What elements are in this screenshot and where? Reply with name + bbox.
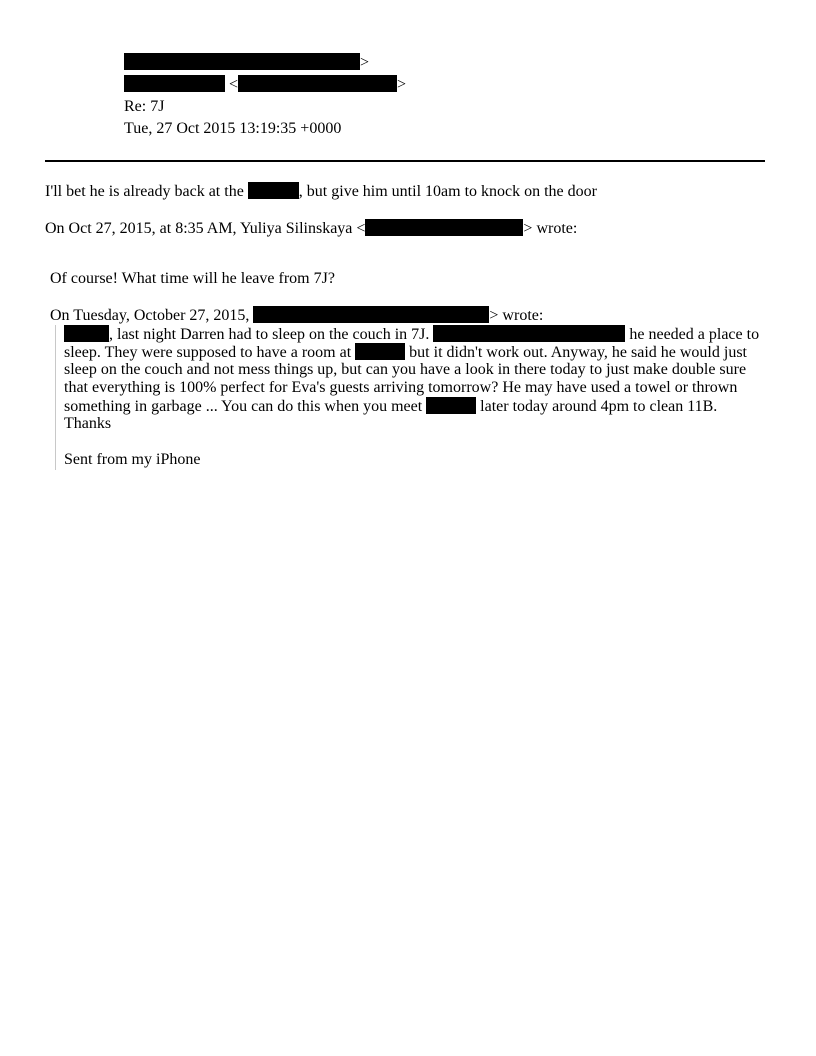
quote-line-5 xyxy=(64,397,717,416)
quote-bar xyxy=(55,325,56,470)
redaction-box xyxy=(124,53,360,70)
redaction-box xyxy=(124,75,225,92)
to-open-bracket: < xyxy=(229,76,239,93)
date-value: Tue, 27 Oct 2015 13:19:35 +0000 xyxy=(124,120,342,137)
attribution-text: On Tuesday, October 27, 2015, xyxy=(50,307,250,324)
attribution-1 xyxy=(45,219,577,238)
quote-line-3: sleep on the couch and not mess things up, but can you have a look in there today to just make double sure xyxy=(64,361,747,378)
redaction-box xyxy=(238,75,397,92)
redaction-box xyxy=(426,397,476,414)
quote-line-2 xyxy=(64,343,747,362)
redaction-box xyxy=(365,219,523,236)
quote-line-6: Thanks xyxy=(64,415,112,432)
quote-text: later today around 4pm to clean 11B. xyxy=(480,398,718,415)
redaction-box xyxy=(64,325,109,342)
body-text: I'll bet he is already back at the xyxy=(45,183,244,200)
attribution-text: > wrote: xyxy=(489,307,544,324)
to-value xyxy=(124,74,406,96)
attribution-text: > wrote: xyxy=(523,220,578,237)
attribution-2 xyxy=(50,306,543,325)
quote-text: , last night Darren had to sleep on the couch in 7J. xyxy=(109,326,430,343)
from-value xyxy=(124,52,369,74)
quote-line-4: that everything is 100% perfect for Eva's guests arriving tomorrow? He may have used a towel or thrown xyxy=(64,379,738,396)
redaction-box xyxy=(248,182,299,199)
quote-text: but it didn't work out. Anyway, he said he would just xyxy=(409,344,747,361)
body-line-1 xyxy=(45,182,597,201)
signature: Sent from my iPhone xyxy=(64,451,201,468)
body-text: , but give him until 10am to knock on the door xyxy=(298,183,597,200)
redaction-box xyxy=(433,325,625,342)
quote-text: sleep. They were supposed to have a room at xyxy=(64,344,352,361)
to-close-bracket: > xyxy=(397,76,407,93)
reply-1: Of course! What time will he leave from 7J? xyxy=(50,270,335,287)
redaction-box xyxy=(253,306,489,323)
header-divider xyxy=(45,160,765,162)
from-bracket: > xyxy=(360,54,370,71)
subject-value: Re: 7J xyxy=(124,98,165,115)
redaction-box xyxy=(355,343,405,360)
quote-text: he needed a place to xyxy=(629,326,760,343)
quote-text: something in garbage ... You can do this when you meet xyxy=(64,398,423,415)
quote-line-1 xyxy=(64,325,759,344)
attribution-text: On Oct 27, 2015, at 8:35 AM, Yuliya Silinskaya < xyxy=(45,220,366,237)
